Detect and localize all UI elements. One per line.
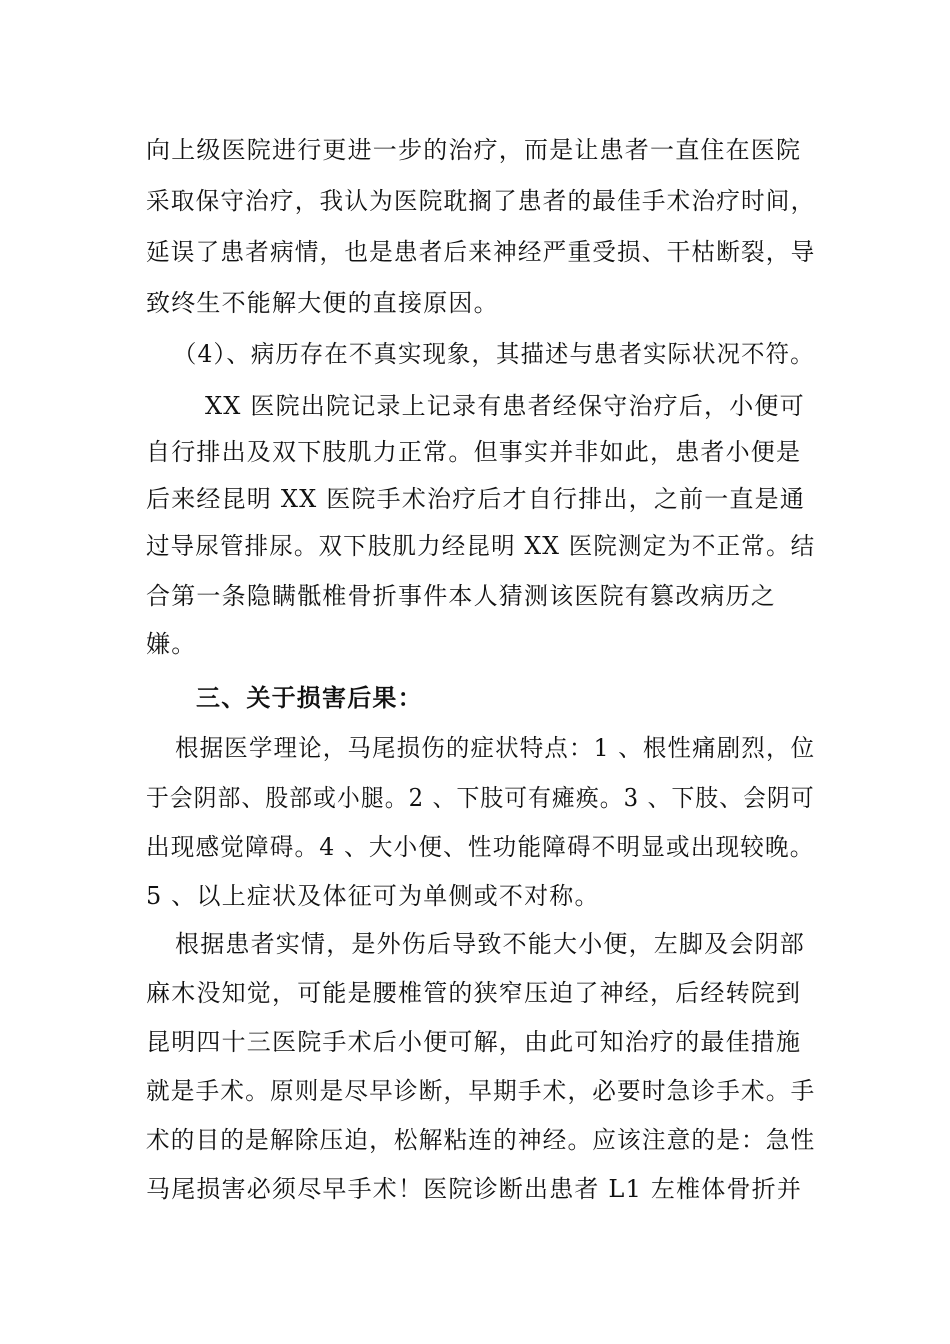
text-line: 根据医学理论，马尾损伤的症状特点：1 、根性痛剧烈，位 bbox=[175, 734, 816, 762]
text-line: 过导尿管排尿。双下肢肌力经昆明 XX 医院测定为不正常。结 bbox=[146, 532, 816, 560]
text-line: 马尾损害必须尽早手术！医院诊断出患者 L1 左椎体骨折并 bbox=[146, 1175, 803, 1203]
text-line: （4）、病历存在不真实现象，其描述与患者实际状况不符。 bbox=[173, 340, 815, 368]
text-line: 就是手术。原则是尽早诊断，早期手术，必要时急诊手术。手 bbox=[146, 1077, 816, 1105]
text-line: 延误了患者病情，也是患者后来神经严重受损、干枯断裂，导 bbox=[146, 238, 816, 266]
text-line: 致终生不能解大便的直接原因。 bbox=[146, 289, 499, 317]
text-line: 麻木没知觉，可能是腰椎管的狭窄压迫了神经，后经转院到 bbox=[146, 979, 802, 1007]
text-line: 出现感觉障碍。4 、大小便、性功能障碍不明显或出现较晚。 bbox=[146, 833, 815, 861]
text-line: 向上级医院进行更进一步的治疗，而是让患者一直住在医院 bbox=[146, 136, 802, 164]
text-line: 昆明四十三医院手术后小便可解，由此可知治疗的最佳措施 bbox=[146, 1028, 802, 1056]
text-line: 5 、以上症状及体征可为单侧或不对称。 bbox=[146, 882, 600, 910]
text-line: 根据患者实情，是外伤后导致不能大小便，左脚及会阴部 bbox=[175, 930, 805, 958]
text-line: 于会阴部、股部或小腿。2 、下肢可有瘫痪。3 、下肢、会阴可 bbox=[146, 784, 815, 812]
text-line: 采取保守治疗，我认为医院耽搁了患者的最佳手术治疗时间， bbox=[146, 187, 816, 215]
text-line: 合第一条隐瞒骶椎骨折事件本人猜测该医院有篡改病历之 bbox=[146, 582, 776, 610]
text-line: XX 医院出院记录上记录有患者经保守治疗后，小便可 bbox=[205, 392, 805, 420]
text-line: 自行排出及双下肢肌力正常。但事实并非如此，患者小便是 bbox=[146, 438, 802, 466]
section-heading: 三、关于损害后果： bbox=[196, 683, 423, 712]
text-line: 后来经昆明 XX 医院手术治疗后才自行排出，之前一直是通 bbox=[146, 485, 806, 513]
text-line: 术的目的是解除压迫，松解粘连的神经。应该注意的是：急性 bbox=[146, 1126, 816, 1154]
text-line: 嫌。 bbox=[146, 630, 197, 658]
